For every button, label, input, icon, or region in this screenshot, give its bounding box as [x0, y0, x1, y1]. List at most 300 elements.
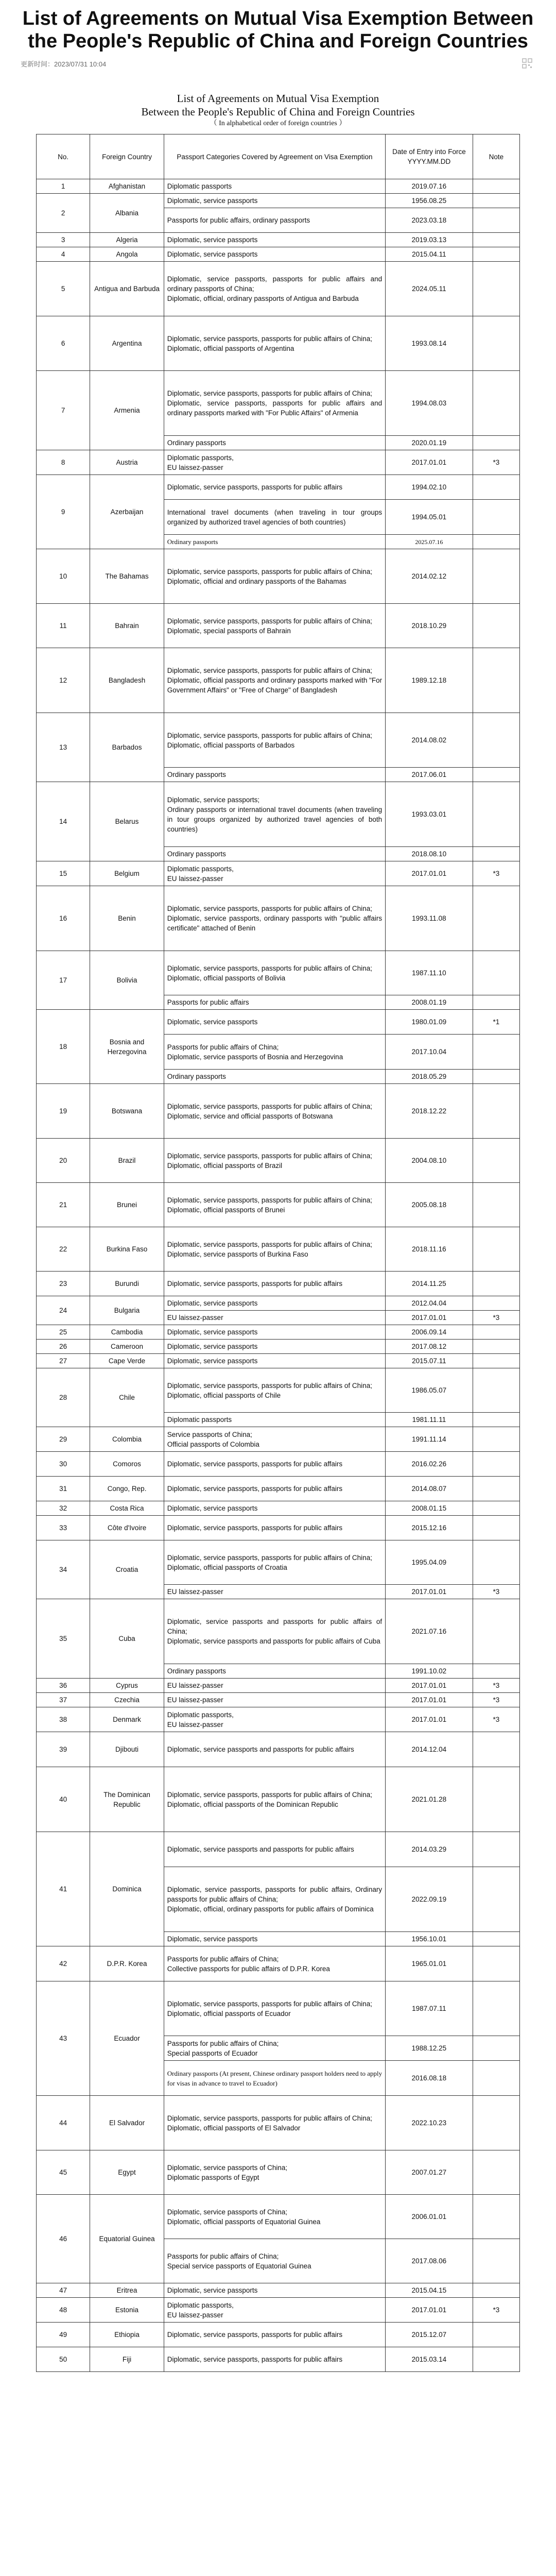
- cell-country: Equatorial Guinea: [90, 2195, 164, 2283]
- cell-note: [473, 2195, 519, 2239]
- cell-country: Bosnia and Herzegovina: [90, 1010, 164, 1084]
- cell-country: Fiji: [90, 2347, 164, 2372]
- document-heading-line-2: Between the People's Republic of China and Foreign Countries: [141, 106, 415, 118]
- table-row: [37, 1832, 520, 1867]
- cell-date: [386, 2298, 473, 2323]
- table-row: [37, 371, 520, 436]
- passport-type-line: Diplomatic, official and ordinary passports of the Bahamas: [167, 577, 346, 585]
- cell-note: [473, 233, 519, 247]
- cell-country: Bulgaria: [90, 1296, 164, 1325]
- cell-date: [386, 1832, 473, 1867]
- cell-note: [473, 1070, 519, 1084]
- cell-passport-type: [164, 2323, 385, 2347]
- date-value: 2018.10.29: [411, 622, 447, 630]
- cell-date: [386, 247, 473, 262]
- passport-type-line: Diplomatic, service passports: [167, 1299, 258, 1307]
- date-value: 2017.01.01: [411, 1588, 447, 1596]
- cell-note: [473, 194, 519, 208]
- cell-note: [473, 782, 519, 847]
- cell-note: [473, 316, 519, 371]
- cell-passport-type: [164, 1070, 385, 1084]
- cell-no: 7: [37, 371, 90, 450]
- date-value: 2005.08.18: [411, 1201, 447, 1209]
- cell-note: [473, 2096, 519, 2150]
- qr-code-icon[interactable]: [521, 57, 533, 70]
- table-row: [37, 1354, 520, 1368]
- cell-country: Bolivia: [90, 951, 164, 1010]
- cell-date: [386, 1867, 473, 1932]
- cell-country: Cape Verde: [90, 1354, 164, 1368]
- table-row: [37, 1599, 520, 1664]
- cell-passport-type: [164, 1427, 385, 1452]
- table-row: [37, 2150, 520, 2195]
- cell-passport-type: [164, 2150, 385, 2195]
- cell-date: [386, 1084, 473, 1139]
- cell-country: Côte d'Ivoire: [90, 1516, 164, 1540]
- cell-passport-type: [164, 2239, 385, 2283]
- cell-passport-type: [164, 1311, 385, 1325]
- date-value: 2007.01.27: [411, 2168, 447, 2176]
- cell-note: [473, 2239, 519, 2283]
- passport-type-line: Diplomatic, official passports of Ecuador: [167, 2009, 291, 2018]
- cell-passport-type: [164, 1452, 385, 1477]
- cell-country: Colombia: [90, 1427, 164, 1452]
- passport-type-line: Diplomatic, service passports, passports for public affairs of China;: [167, 2114, 372, 2122]
- cell-date: [386, 1693, 473, 1707]
- table-row: [37, 1325, 520, 1340]
- cell-no: 15: [37, 861, 90, 886]
- cell-no: 48: [37, 2298, 90, 2323]
- passport-type-line: Diplomatic, official, ordinary passports for public affairs of Dominica: [167, 1905, 374, 1913]
- passport-type-line: Diplomatic, official passports of Brazil: [167, 1161, 283, 1170]
- passport-type-line: EU laissez-passer: [167, 1720, 223, 1728]
- passport-type-line: Diplomatic, service passports, passports for public affairs: [167, 1460, 343, 1468]
- passport-type-line: Diplomatic, service passports: [167, 1357, 258, 1365]
- cell-note: [473, 1664, 519, 1679]
- cell-note: [473, 1354, 519, 1368]
- cell-country: Argentina: [90, 316, 164, 371]
- cell-note: [473, 1981, 519, 2036]
- cell-note: [473, 1183, 519, 1227]
- cell-country: Cyprus: [90, 1679, 164, 1693]
- cell-date: [386, 782, 473, 847]
- cell-note: [473, 2323, 519, 2347]
- cell-date: [386, 316, 473, 371]
- cell-country: Burkina Faso: [90, 1227, 164, 1272]
- cell-date: [386, 1340, 473, 1354]
- passport-type-line: Diplomatic passports,: [167, 453, 234, 462]
- passport-type-line: Collective passports for public affairs of D.P.R. Korea: [167, 1964, 330, 1973]
- cell-note: [473, 1340, 519, 1354]
- cell-passport-type: [164, 1585, 385, 1599]
- date-value: 2017.01.01: [411, 2306, 447, 2314]
- cell-passport-type: [164, 1413, 385, 1427]
- cell-no: 35: [37, 1599, 90, 1679]
- cell-country: Egypt: [90, 2150, 164, 2195]
- passport-type-line: Diplomatic, official passports of Croatia: [167, 1563, 287, 1571]
- passport-type-line: Diplomatic, service passports, passports for public affairs of China;: [167, 731, 372, 739]
- date-value: 2015.03.14: [411, 2355, 447, 2363]
- cell-note: [473, 2036, 519, 2061]
- passport-type-line: Diplomatic, service passports, passports for public affairs, Ordinary passports for public affairs of China;: [167, 1886, 383, 1903]
- cell-country: Botswana: [90, 1084, 164, 1139]
- cell-country: Denmark: [90, 1707, 164, 1732]
- table-row: [37, 951, 520, 995]
- cell-date: [386, 2036, 473, 2061]
- table-row: [37, 1540, 520, 1585]
- cell-date: [386, 549, 473, 604]
- date-value: 1987.07.11: [412, 2005, 446, 2012]
- update-time: 更新时间：2023/07/31 10:04: [21, 60, 107, 68]
- cell-country: Brazil: [90, 1139, 164, 1183]
- cell-passport-type: [164, 2298, 385, 2323]
- cell-no: 1: [37, 179, 90, 194]
- passport-type-line: Diplomatic, service passports, passports for public affairs and ordinary passports of China;: [167, 275, 383, 293]
- cell-note: [473, 1227, 519, 1272]
- cell-no: 11: [37, 604, 90, 648]
- date-value: 2021.01.28: [411, 1795, 447, 1803]
- table-row: [37, 2283, 520, 2298]
- cell-note: [473, 1867, 519, 1932]
- cell-date: [386, 1413, 473, 1427]
- cell-note: [473, 1368, 519, 1413]
- cell-passport-type: [164, 262, 385, 316]
- table-header-row: [37, 134, 520, 179]
- cell-passport-type: [164, 1010, 385, 1035]
- passport-type-line: Diplomatic, service passports: [167, 236, 258, 244]
- cell-passport-type: [164, 1946, 385, 1981]
- cell-no: 36: [37, 1679, 90, 1693]
- table-row: [37, 1139, 520, 1183]
- cell-passport-type: [164, 1084, 385, 1139]
- cell-country: Ecuador: [90, 1981, 164, 2096]
- cell-note: [473, 2061, 519, 2096]
- passport-type-line: Special passports of Ecuador: [167, 2049, 258, 2057]
- cell-passport-type: [164, 861, 385, 886]
- cell-note: [473, 1325, 519, 1340]
- cell-passport-type: [164, 1516, 385, 1540]
- cell-date: [386, 2195, 473, 2239]
- cell-no: 17: [37, 951, 90, 1010]
- cell-passport-type: [164, 1501, 385, 1516]
- cell-no: 14: [37, 782, 90, 861]
- table-row: [37, 247, 520, 262]
- cell-no: 21: [37, 1183, 90, 1227]
- cell-country: The Dominican Republic: [90, 1767, 164, 1832]
- passport-type-line: Diplomatic, official passports of the Dominican Republic: [167, 1800, 338, 1808]
- header-note: Note: [473, 134, 519, 179]
- passport-type-line: Diplomatic, service passports, passports for public affairs of China;: [167, 667, 372, 674]
- cell-note: [473, 604, 519, 648]
- passport-type-line: Diplomatic, official passports of Chile: [167, 1391, 281, 1399]
- passport-type-line: Diplomatic passports,: [167, 2301, 234, 2309]
- date-value: 2017.01.01: [411, 1682, 447, 1689]
- passport-type-line: Ordinary passports: [167, 850, 226, 858]
- cell-note: [473, 995, 519, 1010]
- cell-country: Costa Rica: [90, 1501, 164, 1516]
- date-value: 2012.04.04: [411, 1299, 447, 1307]
- cell-date: [386, 995, 473, 1010]
- passport-type-line: Diplomatic passports: [167, 182, 232, 190]
- cell-date: [386, 861, 473, 886]
- table-row: [37, 713, 520, 768]
- cell-date: [386, 1599, 473, 1664]
- cell-date: [386, 2150, 473, 2195]
- passport-type-line: Diplomatic passports of Egypt: [167, 2173, 259, 2181]
- cell-country: D.P.R. Korea: [90, 1946, 164, 1981]
- passport-type-line: Diplomatic, service passports, passports for public affairs: [167, 1485, 343, 1493]
- table-row: [37, 1427, 520, 1452]
- cell-date: [386, 1427, 473, 1452]
- header-country: Foreign Country: [90, 134, 164, 179]
- table-row: [37, 2323, 520, 2347]
- passport-type-line: Diplomatic, service passports, passports for public affairs of China;: [167, 617, 372, 625]
- cell-no: 43: [37, 1981, 90, 2096]
- cell-no: 45: [37, 2150, 90, 2195]
- cell-country: Dominica: [90, 1832, 164, 1946]
- passport-type-line: Diplomatic, service passports, ordinary passports with "public affairs certificate" attached of Benin: [167, 914, 383, 932]
- date-value: 1956.10.01: [411, 1935, 447, 1943]
- passport-type-line: Diplomatic, service passports, passports for public affairs and ordinary passports marked with "For Public Affairs" of Armenia: [167, 399, 383, 417]
- cell-note: [473, 713, 519, 768]
- cell-passport-type: [164, 535, 385, 549]
- passport-type-line: Diplomatic passports: [167, 1416, 232, 1423]
- cell-no: 30: [37, 1452, 90, 1477]
- cell-note: [473, 1477, 519, 1501]
- cell-no: 44: [37, 2096, 90, 2150]
- passport-type-line: Diplomatic, service passports, passports for public affairs of China;: [167, 567, 372, 575]
- cell-passport-type: [164, 549, 385, 604]
- cell-date: [386, 1227, 473, 1272]
- cell-note: *3: [473, 861, 519, 886]
- passport-type-line: Diplomatic, service passports, passports for public affairs: [167, 1280, 343, 1287]
- cell-country: Bahrain: [90, 604, 164, 648]
- cell-no: 33: [37, 1516, 90, 1540]
- cell-date: [386, 500, 473, 535]
- cell-no: 24: [37, 1296, 90, 1325]
- passport-type-line: Diplomatic, service passports: [167, 250, 258, 258]
- cell-passport-type: [164, 1354, 385, 1368]
- cell-note: [473, 262, 519, 316]
- cell-date: [386, 1679, 473, 1693]
- cell-date: [386, 648, 473, 713]
- cell-passport-type: [164, 371, 385, 436]
- cell-passport-type: [164, 1183, 385, 1227]
- cell-country: Cuba: [90, 1599, 164, 1679]
- cell-date: [386, 1452, 473, 1477]
- table-row: [37, 1679, 520, 1693]
- passport-type-line: Official passports of Colombia: [167, 1440, 259, 1448]
- header-date: Date of Entry into Force YYYY.MM.DD: [386, 134, 473, 179]
- cell-passport-type: [164, 1540, 385, 1585]
- table-row: [37, 549, 520, 604]
- cell-date: [386, 1354, 473, 1368]
- cell-note: [473, 1732, 519, 1767]
- cell-country: Cameroon: [90, 1340, 164, 1354]
- date-value: 1981.11.11: [412, 1416, 446, 1423]
- cell-country: Algeria: [90, 233, 164, 247]
- table-row: [37, 1501, 520, 1516]
- cell-no: 19: [37, 1084, 90, 1139]
- cell-note: [473, 1452, 519, 1477]
- passport-type-line: International travel documents (when traveling in tour groups organized by authorized travel agencies of both countries): [167, 508, 383, 526]
- date-value: 2017.06.01: [411, 771, 447, 778]
- passport-type-line: Diplomatic, service passports, passports for public affairs: [167, 483, 343, 491]
- cell-country: Eritrea: [90, 2283, 164, 2298]
- cell-date: [386, 2347, 473, 2372]
- table-row: [37, 1707, 520, 1732]
- cell-country: Burundi: [90, 1272, 164, 1296]
- date-value: 2018.12.22: [411, 1107, 447, 1115]
- cell-note: [473, 1516, 519, 1540]
- passport-type-line: EU laissez-passer: [167, 463, 223, 471]
- cell-note: [473, 179, 519, 194]
- cell-passport-type: [164, 1664, 385, 1679]
- date-value: 2017.10.04: [411, 1048, 447, 1056]
- cell-note: [473, 247, 519, 262]
- passport-type-line: Diplomatic, service passports of Bosnia and Herzegovina: [167, 1053, 343, 1061]
- date-value: 2019.07.16: [411, 182, 447, 190]
- cell-date: [386, 450, 473, 475]
- passport-type-line: Diplomatic, service passports and passports for public affairs: [167, 1845, 354, 1853]
- cell-passport-type: [164, 450, 385, 475]
- passport-type-line: Diplomatic passports,: [167, 865, 234, 873]
- cell-date: [386, 1664, 473, 1679]
- cell-note: [473, 475, 519, 500]
- cell-no: 23: [37, 1272, 90, 1296]
- cell-no: 25: [37, 1325, 90, 1340]
- cell-date: [386, 208, 473, 233]
- page-title: List of Agreements on Mutual Visa Exemption Between the People's Republic of China and Foreign Countries: [22, 8, 534, 52]
- document-subtitle: （ In alphabetical order of foreign countries ）: [210, 120, 346, 127]
- cell-note: [473, 1501, 519, 1516]
- cell-note: [473, 768, 519, 782]
- passport-type-line: EU laissez-passer: [167, 1696, 223, 1704]
- cell-note: [473, 371, 519, 436]
- cell-note: [473, 2150, 519, 2195]
- cell-passport-type: [164, 179, 385, 194]
- date-value: 1993.03.01: [411, 810, 447, 818]
- cell-date: [386, 847, 473, 861]
- cell-no: 42: [37, 1946, 90, 1981]
- passport-type-line: Diplomatic passports,: [167, 1710, 234, 1719]
- cell-country: El Salvador: [90, 2096, 164, 2150]
- passport-type-line: Diplomatic, service passports, passports for public affairs of China;: [167, 1196, 372, 1204]
- passport-type-line: Diplomatic, service passports of China;: [167, 2163, 288, 2172]
- cell-note: [473, 847, 519, 861]
- passport-type-line: Diplomatic, service passports, passports for public affairs: [167, 1524, 343, 1532]
- date-value: 1988.12.25: [411, 2044, 447, 2052]
- date-value: 2018.11.16: [412, 1245, 446, 1253]
- cell-note: [473, 1139, 519, 1183]
- table-row: [37, 886, 520, 951]
- passport-type-line: Diplomatic, official, ordinary passports of Antigua and Barbuda: [167, 295, 359, 302]
- cell-passport-type: [164, 1272, 385, 1296]
- cell-passport-type: [164, 951, 385, 995]
- agreements-table: [36, 134, 520, 2372]
- table-row: [37, 1340, 520, 1354]
- passport-type-line: EU laissez-passer: [167, 1682, 223, 1689]
- passport-type-line: Special service passports of Equatorial Guinea: [167, 2262, 311, 2270]
- date-value: 1965.01.01: [411, 1960, 447, 1968]
- cell-date: [386, 2061, 473, 2096]
- date-value: 1956.08.25: [411, 197, 447, 205]
- passport-type-line: Diplomatic, service passports, passports for public affairs of China;: [167, 1381, 372, 1389]
- header-passport-type: Passport Categories Covered by Agreement on Visa Exemption: [164, 134, 385, 179]
- cell-passport-type: [164, 475, 385, 500]
- cell-date: [386, 951, 473, 995]
- cell-country: Congo, Rep.: [90, 1477, 164, 1501]
- cell-passport-type: [164, 194, 385, 208]
- passport-type-line: Diplomatic, service passports, passports for public affairs of China;: [167, 1102, 372, 1110]
- cell-note: [473, 1540, 519, 1585]
- table-row: [37, 1183, 520, 1227]
- date-value: 2023.03.18: [411, 216, 447, 224]
- cell-country: Afghanistan: [90, 179, 164, 194]
- passport-type-line: Diplomatic, service passports, passports for public affairs of China;: [167, 1151, 372, 1160]
- cell-no: 22: [37, 1227, 90, 1272]
- passport-type-line: Diplomatic, service passports, passports for public affairs: [167, 2331, 343, 2338]
- cell-country: Djibouti: [90, 1732, 164, 1767]
- cell-note: *3: [473, 1693, 519, 1707]
- date-value: 1989.12.18: [411, 676, 447, 684]
- cell-date: [386, 1325, 473, 1340]
- date-value: 1994.02.10: [411, 483, 447, 491]
- cell-country: Czechia: [90, 1693, 164, 1707]
- date-value: 2015.04.15: [411, 2286, 447, 2294]
- passport-type-line: EU laissez-passer: [167, 1314, 223, 1321]
- passport-type-line: Ordinary passports: [167, 439, 226, 447]
- cell-no: 5: [37, 262, 90, 316]
- cell-no: 50: [37, 2347, 90, 2372]
- passport-type-line: Diplomatic, service passports, passports for public affairs of China;: [167, 389, 372, 397]
- cell-country: Ethiopia: [90, 2323, 164, 2347]
- table-row: [37, 1227, 520, 1272]
- passport-type-line: Ordinary passports: [167, 1667, 226, 1675]
- cell-no: 20: [37, 1139, 90, 1183]
- cell-no: 28: [37, 1368, 90, 1427]
- cell-no: 6: [37, 316, 90, 371]
- cell-passport-type: [164, 233, 385, 247]
- date-value: 2008.01.15: [411, 1504, 447, 1512]
- passport-type-line: Ordinary passports: [167, 538, 218, 546]
- cell-country: Brunei: [90, 1183, 164, 1227]
- cell-note: [473, 436, 519, 450]
- cell-country: Belarus: [90, 782, 164, 861]
- cell-passport-type: [164, 847, 385, 861]
- cell-passport-type: [164, 1368, 385, 1413]
- cell-no: 18: [37, 1010, 90, 1084]
- cell-date: [386, 371, 473, 436]
- passport-type-line: Ordinary passports: [167, 1073, 226, 1080]
- cell-note: *3: [473, 2298, 519, 2323]
- cell-note: [473, 1832, 519, 1867]
- date-value: 2014.11.25: [412, 1280, 446, 1287]
- date-value: 2022.10.23: [411, 2119, 447, 2127]
- passport-type-line: Diplomatic, service passports: [167, 197, 258, 205]
- cell-note: [473, 1946, 519, 1981]
- cell-date: [386, 262, 473, 316]
- cell-date: [386, 194, 473, 208]
- cell-passport-type: [164, 1227, 385, 1272]
- cell-date: [386, 1981, 473, 2036]
- cell-country: Bangladesh: [90, 648, 164, 713]
- cell-passport-type: [164, 1732, 385, 1767]
- date-value: 2021.07.16: [411, 1628, 447, 1635]
- table-row: [37, 1010, 520, 1035]
- table-row: [37, 194, 520, 208]
- cell-date: [386, 436, 473, 450]
